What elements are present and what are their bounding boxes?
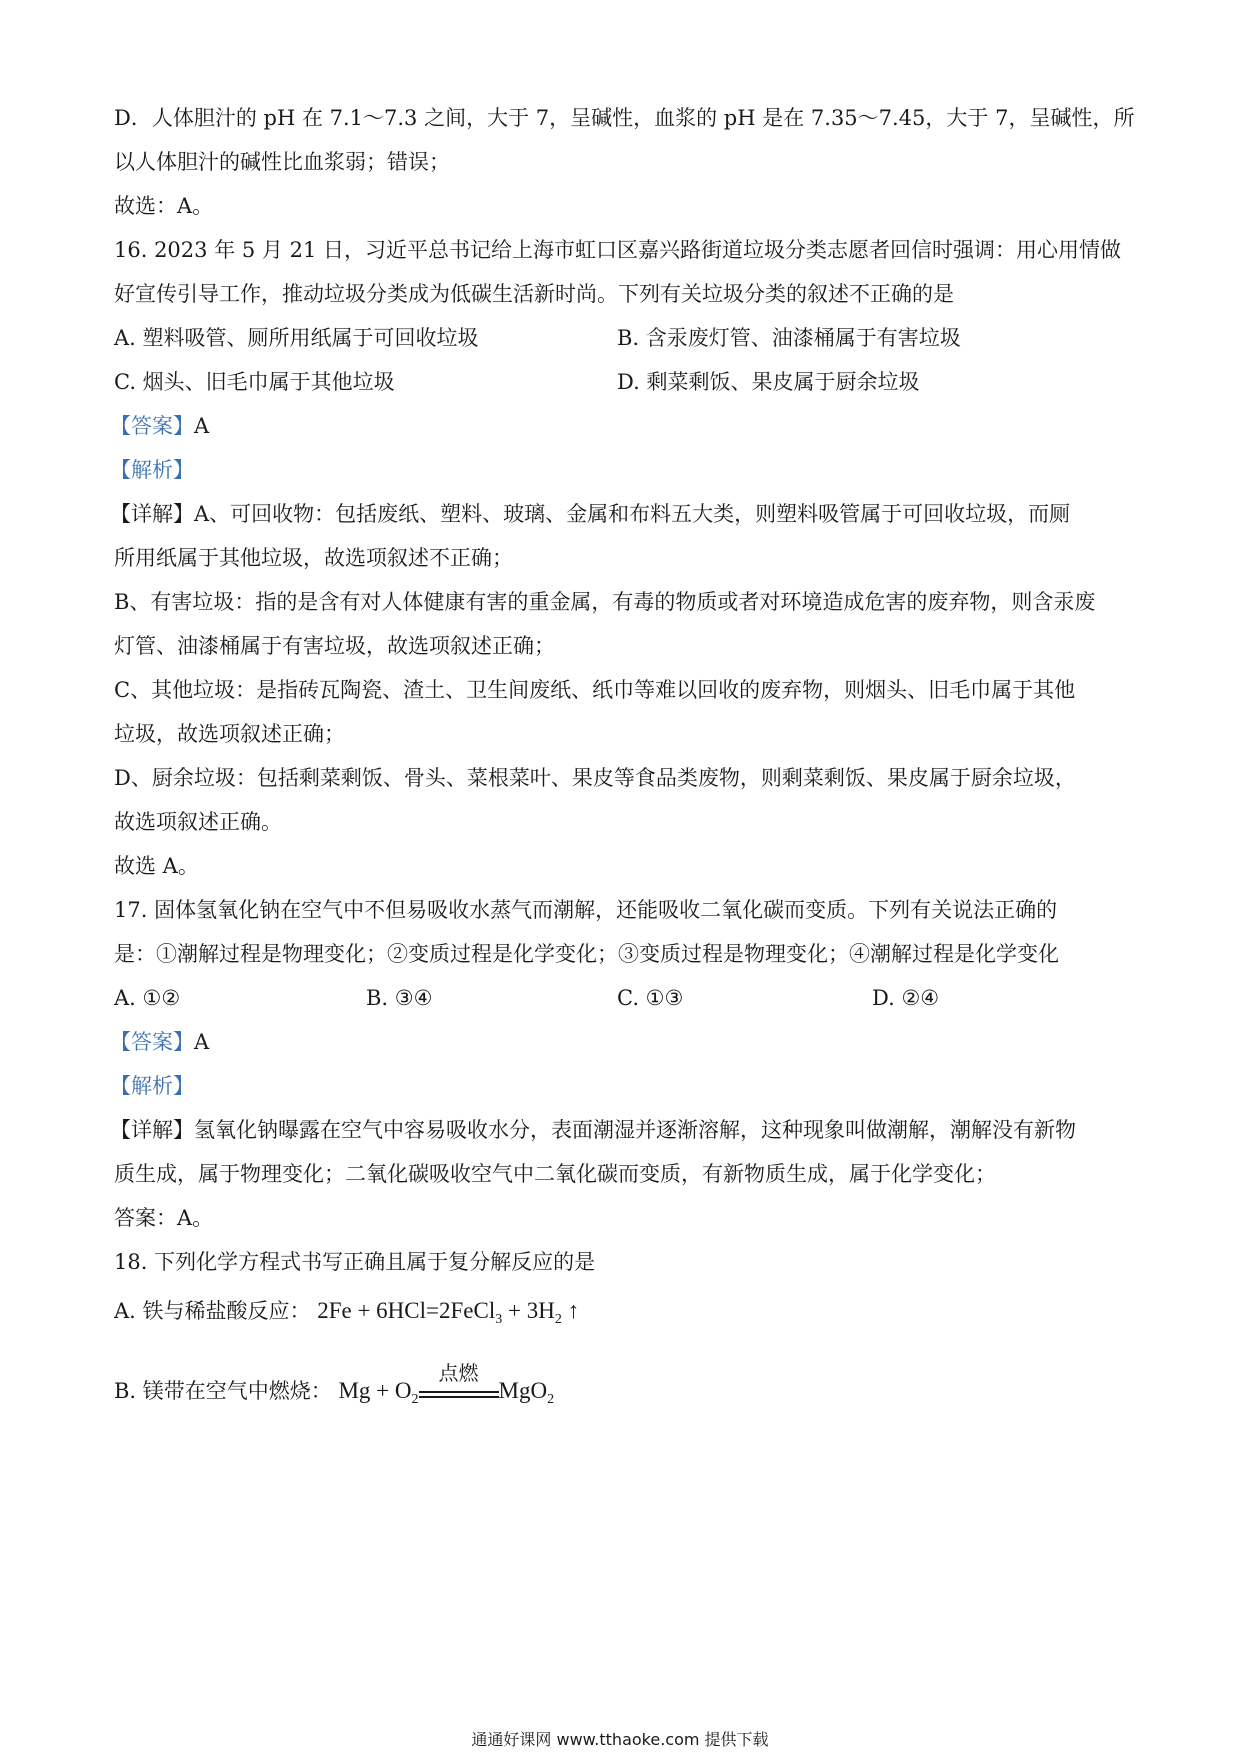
question-16-stem: 16. 2023 年 5 月 21 日，习近平总书记给上海市虹口区嘉兴路街道垃圾分类志愿者回信时强调：用心用情做	[114, 238, 1121, 262]
explanation-line: B、有害垃圾：指的是含有对人体健康有害的重金属，有毒的物质或者对环境造成危害的废弃物，则含汞废	[114, 590, 1096, 614]
explanation-line: 【详解】A、可回收物：包括废纸、塑料、玻璃、金属和布料五大类，则塑料吸管属于可回收垃圾，而厕	[110, 502, 1071, 526]
explanation-line: 灯管、油漆桶属于有害垃圾，故选项叙述正确；	[114, 634, 555, 658]
explanation-line: 【详解】氢氧化钠曝露在空气中容易吸收水分，表面潮湿并逐渐溶解，这种现象叫做潮解，潮解没有新物	[110, 1118, 1076, 1142]
answer-tag: 【答案】	[110, 1030, 194, 1054]
reaction-condition: 点燃	[419, 1378, 499, 1408]
option-c: C. 烟头、旧毛巾属于其他垃圾	[114, 370, 395, 394]
option-b: B. ③④	[366, 986, 433, 1010]
option-d: D. 剩菜剩饭、果皮属于厨余垃圾	[617, 370, 920, 394]
equation: 2Fe + 6HCl=2FeCl$_3$ + $3H_2$ ↑	[317, 1298, 580, 1327]
option-d: D. ②④	[872, 986, 940, 1010]
text-line: 以人体胆汁的碱性比血浆弱；错误；	[114, 150, 450, 174]
page-footer: 通通好课网 www.tthaoke.com 提供下载	[471, 1730, 769, 1749]
detail-tag: 【详解】	[110, 1118, 194, 1142]
answer-line	[110, 1027, 209, 1057]
explanation-line: 垃圾，故选项叙述正确；	[114, 722, 345, 746]
option-a: A. 塑料吸管、厕所用纸属于可回收垃圾	[114, 326, 479, 350]
option-a: A. 铁与稀盐酸反应： 2Fe + 6HCl=2FeCl$_3$ + $3H_2$ ↑	[114, 1298, 580, 1327]
analysis-tag: 【解析】	[110, 458, 194, 482]
explanation-line: 故选项叙述正确。	[114, 810, 282, 834]
option-b: B. 镁带在空气中燃烧： $Mg + O_2$ 点燃 MgO$_2$	[114, 1360, 555, 1407]
question-17-stem: 是：①潮解过程是物理变化；②变质过程是化学变化；③变质过程是物理变化；④潮解过程是化学变化	[114, 942, 1059, 966]
explanation-line: 质生成，属于物理变化；二氧化碳吸收空气中二氧化碳而变质，有新物质生成，属于化学变化；	[114, 1162, 996, 1186]
explanation-line: 所用纸属于其他垃圾，故选项叙述不正确；	[114, 546, 513, 570]
equation: MgO$_2$	[498, 1378, 555, 1407]
answer-value: A	[194, 414, 210, 438]
detail-tag: 【详解】	[110, 502, 194, 526]
text-line: D．人体胆汁的 pH 在 7.1～7.3 之间，大于 7，呈碱性，血浆的 pH 是在 7.35～7.45，大于 7，呈碱性，所	[114, 106, 1135, 130]
explanation-line: 答案：A。	[114, 1206, 214, 1230]
explanation-line: C、其他垃圾：是指砖瓦陶瓷、渣土、卫生间废纸、纸巾等难以回收的废弃物，则烟头、旧毛巾属于其他	[114, 678, 1076, 702]
analysis-tag: 【解析】	[110, 1074, 194, 1098]
option-b: B. 含汞废灯管、油漆桶属于有害垃圾	[617, 326, 961, 350]
explanation-line: 故选 A。	[114, 854, 199, 878]
answer-value: A	[194, 1030, 210, 1054]
question-16-stem: 好宣传引导工作，推动垃圾分类成为低碳生活新时尚。下列有关垃圾分类的叙述不正确的是	[114, 282, 954, 306]
answer-line	[110, 411, 209, 441]
question-17-stem: 17. 固体氢氧化钠在空气中不但易吸收水蒸气而潮解，还能吸收二氧化碳而变质。下列有关说法正确的	[114, 898, 1058, 922]
question-18-stem: 18. 下列化学方程式书写正确且属于复分解反应的是	[114, 1250, 596, 1274]
explanation-line: D、厨余垃圾：包括剩菜剩饭、骨头、菜根菜叶、果皮等食品类废物，则剩菜剩饭、果皮属于厨余垃圾，	[114, 766, 1076, 790]
answer-tag: 【答案】	[110, 414, 194, 438]
option-a: A. ①②	[114, 986, 181, 1010]
text-line: 故选：A。	[114, 194, 214, 218]
option-c: C. ①③	[617, 986, 684, 1010]
equation: $Mg + O_2$	[338, 1378, 419, 1407]
